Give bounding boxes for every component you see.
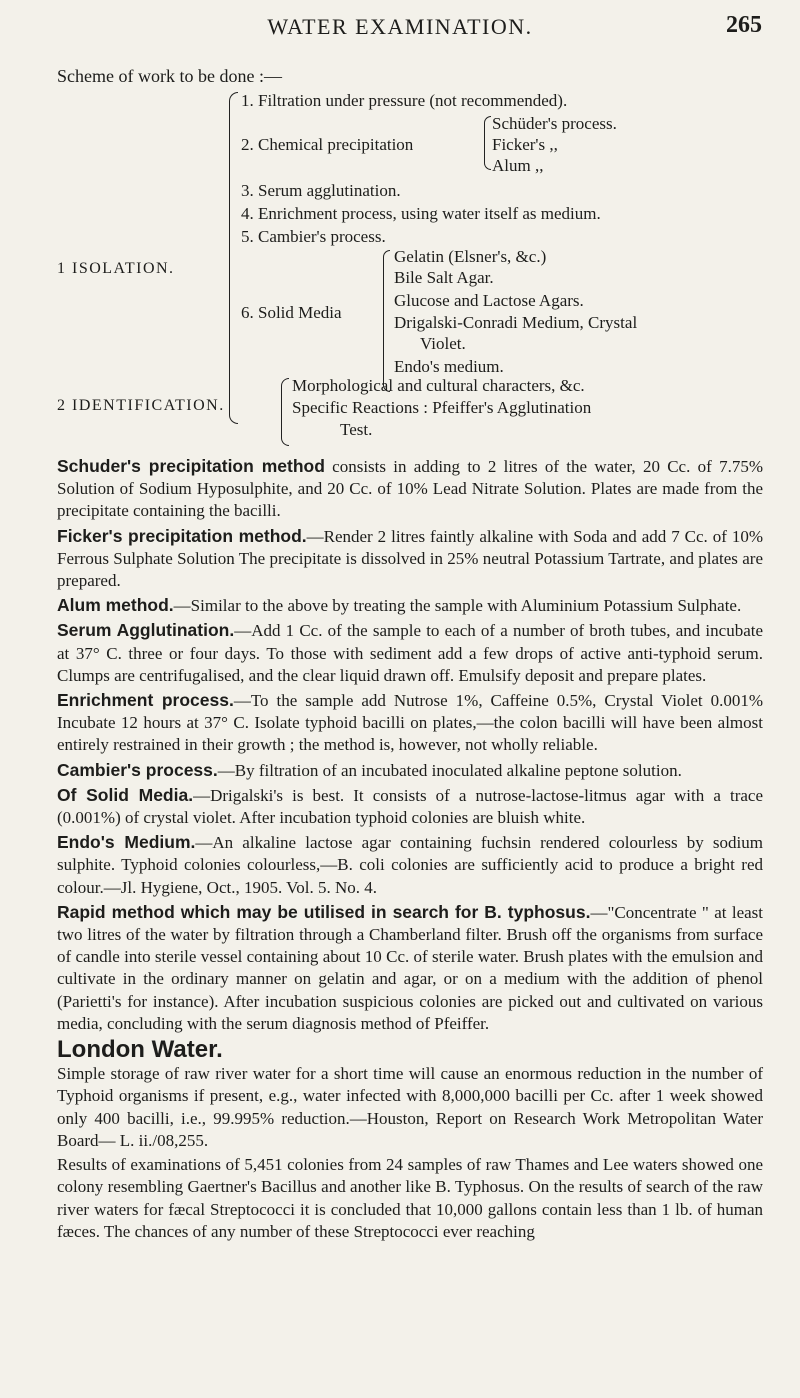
- scheme-item-4: 4. Enrichment process, using water itself as medium.: [241, 204, 601, 223]
- run-head: Serum Agglutination.: [57, 620, 235, 641]
- london-water-heading: London Water.: [57, 1036, 223, 1064]
- paragraph-text: —Render 2 litres faintly alkaline with Soda and add 7 Cc. of 10% Ferrous Sulphate Solution The precipitate is dissolved in 25% neutral Potassium Tartrate, and plates are prepared.: [57, 526, 763, 591]
- paragraph-alum: [57, 594, 763, 617]
- scheme-item-1: 1. Filtration under pressure (not recommended).: [241, 91, 568, 110]
- scheme-item-id1: Morphological and cultural characters, &c.: [292, 376, 585, 395]
- paragraph-text: —Drigalski's is best. It consists of a nutrose-lactose-litmus agar with a trace (0.001%) of crystal violet. After incubation typhoid colonies are bluish white.: [57, 785, 763, 828]
- run-head: Rapid method which may be utilised in search for B. typhosus.: [57, 901, 591, 922]
- scheme-item-6d: Drigalski-Conradi Medium, Crystal: [394, 313, 638, 332]
- scheme-item-id3: Test.: [340, 420, 373, 439]
- paragraph-text: —To the sample add Nutrose 1%, Caffeine 0.5%, Crystal Violet 0.001% Incubate 12 hours at 37° C. Isolate typhoid bacilli on plates,—the colon bacilli will have been almost entirely restrained in their growth ; the method is, however, not wholly reliable.: [57, 691, 763, 755]
- identification-brace: [281, 378, 289, 446]
- scheme-item-6b: Bile Salt Agar.: [394, 268, 494, 287]
- running-title: WATER EXAMINATION.: [267, 14, 533, 39]
- london-water-paragraph-1: Simple storage of raw river water for a short time will cause an enormous reduction in the number of Typhoid organisms if present, e.g., water infected with 8,000,000 bacilli per Cc. after 1 week showed only 400 bacilli, i.e., 99.995% reduction.—Houston, Report on Research Work Metropolitan Water Board— L. ii./08,255.: [57, 1064, 763, 1150]
- solid-media-brace: [383, 250, 390, 392]
- scheme-item-2c: Alum ,,: [492, 156, 544, 175]
- run-head: Alum method.: [57, 595, 174, 616]
- paragraph-schuder: [57, 455, 763, 523]
- scheme-item-2a: Schüder's process.: [492, 114, 617, 133]
- paragraph-endo: [57, 831, 763, 899]
- paragraph-text: consists in adding to 2 litres of the water, 20 Cc. of 7.75% Solution of Sodium Hyposulphite, and 20 Cc. of 10% Lead Nitrate Solution. Plates are made from the precipitate containing the bacilli.: [57, 457, 763, 521]
- run-head: Endo's Medium.: [57, 832, 196, 853]
- page-number: 265: [726, 12, 762, 38]
- paragraph-ficker: [57, 525, 763, 593]
- paragraph-rapid-method: [57, 901, 763, 1035]
- body-text: [57, 455, 763, 1245]
- scheme-outline: [0, 0, 800, 460]
- paragraph-text: —An alkaline lactose agar containing fuchsin rendered colourless by sodium sulphite. Typhoid colonies colourless,—B. coli colonies are sufficiently acid to produce a bright red colour.—Jl. Hygiene, Oct., 1905. Vol. 5. No. 4.: [57, 833, 763, 897]
- scheme-item-6: 6. Solid Media: [241, 303, 342, 322]
- paragraph-solid-media: [57, 784, 763, 829]
- scheme-item-6a: Gelatin (Elsner's, &c.): [394, 247, 547, 266]
- isolation-label: 1 ISOLATION.: [57, 260, 175, 277]
- run-head: Of Solid Media.: [57, 784, 194, 805]
- chemical-brace: [484, 116, 491, 170]
- paragraph-cambier: [57, 759, 763, 782]
- scheme-item-6c: Glucose and Lactose Agars.: [394, 291, 584, 310]
- run-head: Enrichment process.: [57, 690, 234, 711]
- run-head: Schuder's precipitation method: [57, 456, 325, 476]
- scheme-item-id2: Specific Reactions : Pfeiffer's Agglutination: [292, 398, 592, 417]
- london-water-paragraph-2: Results of examinations of 5,451 colonies from 24 samples of raw Thames and Lee waters showed one colony resembling Gaertner's Bacillus and another like B. Typhosus. On the results of search of the raw river waters for fæcal Streptococci it is concluded that 10,000 gallons contain less than 1 lb. of human fæces. The chances of any number of these Streptococci ever reaching: [57, 1155, 763, 1241]
- scheme-item-2: 2. Chemical precipitation: [241, 135, 414, 154]
- paragraph-text: —Add 1 Cc. of the sample to each of a number of broth tubes, and incubate at 37° C. three or four days. To those with sediment add a few drops of active anti-typhoid serum. Clumps are centrifugalised, and the clear liquid drawn off. Emulsify deposit and prepare plates.: [57, 621, 764, 685]
- scheme-intro: Scheme of work to be done :—: [57, 66, 282, 86]
- scheme-item-6f: Endo's medium.: [394, 357, 504, 376]
- scheme-item-3: 3. Serum agglutination.: [241, 181, 401, 200]
- identification-label: 2 IDENTIFICATION.: [57, 397, 225, 414]
- paragraph-text: —"Concentrate " at least two litres of the water by filtration through a Chamberland filter. Brush off the organisms from surface of candle into sterile vessel containing about 10 Cc. of sterile water. Brush plates with the emulsion and cultivate in the ordinary manner on gelatin and agar, or on a medium with the addition of phenol (Parietti's for instance). After incubation suspicious colonies are picked out and cultivated on various media, concluding with the serum diagnosis method of Pfeiffer.: [57, 902, 763, 1033]
- isolation-brace: [229, 92, 238, 424]
- scheme-item-6e: Violet.: [420, 334, 466, 353]
- scheme-item-2b: Ficker's ,,: [492, 135, 558, 154]
- run-head: Ficker's precipitation method.: [57, 525, 307, 546]
- paragraph-text: —By filtration of an incubated inoculated alkaline peptone solution.: [217, 760, 682, 780]
- paragraph-enrichment: [57, 689, 763, 757]
- paragraph-text: —Similar to the above by treating the sample with Aluminium Potassium Sulphate.: [173, 596, 742, 616]
- scheme-item-5: 5. Cambier's process.: [241, 227, 386, 246]
- paragraph-serum: [57, 619, 763, 687]
- run-head: Cambier's process.: [57, 759, 218, 780]
